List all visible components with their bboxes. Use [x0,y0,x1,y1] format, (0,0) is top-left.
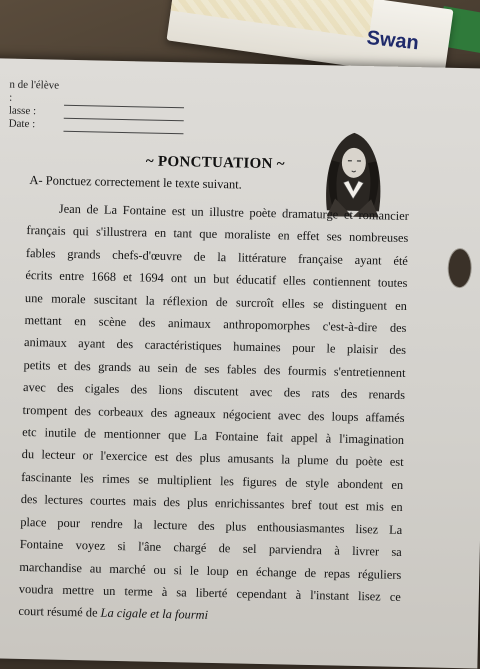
text-line: trompent des corbeaux des agneaux négocient avec des loups affamés [22,402,405,425]
text-line: place pour rendre la lecture des plus enthousiasmantes lisez La [20,514,403,537]
date-label: Date : [8,117,36,131]
text-line: des lectures courtes mais des plus enrichissantes bref tout est mis en [20,492,403,515]
text-line: français qui s'illustrera en tant que moraliste en effet ses nombreuses [26,223,409,246]
brand-logo: Swan [365,26,420,55]
class-label: lasse : [8,104,37,118]
fable-title: La cigale et la fourmi [100,605,209,623]
text-line: fascinante les rimes se multiplient les figures de style abondent en [21,469,404,492]
binder-hole [447,248,472,288]
student-info [8,79,184,135]
page-title: ~ PONCTUATION ~ [145,153,286,173]
tissue-box-pattern [171,0,375,38]
text-line: etc inutile de mentionner que La Fontaine fait appel à l'imagination [22,425,405,448]
text-line: avec des cigales des lions discutent avec des rats des renards [22,380,406,403]
text-line: mettant en scène des animaux anthropomorphes c'est-à-dire des [24,313,407,336]
text-line: une morale suscitant la réflexion de surcroît elles se distinguent en [24,290,408,313]
text-line: Jean de La Fontaine est un illustre poète dramaturge et romancier [58,201,409,224]
instruction: A- Ponctuez correctement le texte suivant. [29,173,242,192]
text-line: fables grands chefs-d'œuvre de la littérature française ayant été [25,245,408,268]
student-name-row [9,79,185,109]
worksheet [0,58,480,669]
exercise-text [18,197,409,631]
date-line [63,122,183,135]
text-line: Fontaine voyez si l'âne chargé de sel parviendra à livrer sa [19,537,402,560]
text-line: animaux ayant des caractéristiques humaines pour le plaisir des [23,335,407,358]
text-line: voudra mettre un terme à sa liberté cependant à l'instant lisez ce [18,581,401,604]
last-line-prefix: court résumé de [18,604,101,620]
text-line: écrits entre 1668 et 1694 ont un but éducatif elles contiennent toutes [25,268,408,291]
text-line: marchandise au marché ou si le loup en échange de repas réguliers [19,559,402,582]
student-name-label: n de l'élève : [9,78,60,104]
text-line: du lecteur or l'exercice est des plus amusants la plume du poète est [21,447,404,470]
text-line: petits et des grands au sein de ses fables des fourmis s'entretiennent [23,357,406,380]
